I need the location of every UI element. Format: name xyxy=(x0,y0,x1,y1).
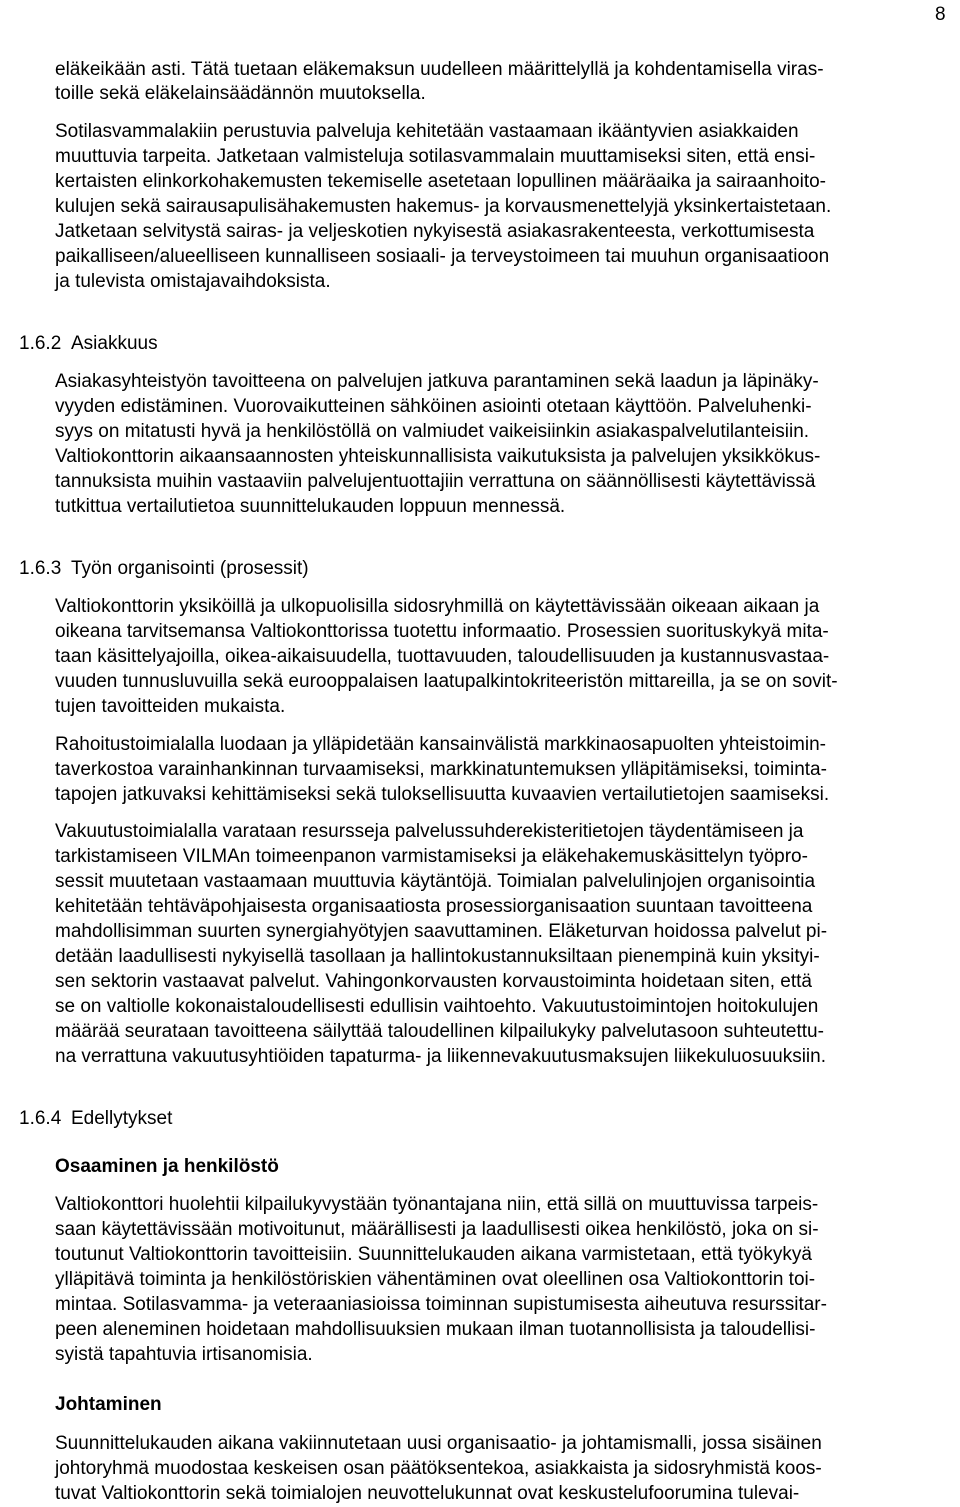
text-line: määrää seurataan tavoitteena säilyttää taloudellinen kilpailukyky palvelutasoon suhteutettu- xyxy=(55,1021,824,1042)
text-line: se on valtiolle kokonaistaloudellisesti edullisin vaihtoehto. Vakuutustoimintojen hoitokulujen xyxy=(55,996,819,1017)
text-line: kehitetään tehtäväpohjaisesta organisaatiosta prosessiorganisaation suuntaan tavoitteena xyxy=(55,896,813,917)
text-line: saan käytettävissään motivoitunut, määrällisesti ja laadullisesti oikea henkilöstö, joka on si- xyxy=(55,1219,819,1240)
page-number: 8 xyxy=(935,4,946,25)
section-title: Asiakkuus xyxy=(71,333,158,354)
text-line: tannuksista muihin vastaaviin palvelujentuottajiin verrattuna on säännöllisesti käytettävissä xyxy=(55,471,816,492)
text-line: ylläpitävä toiminta ja henkilöstöriskien vähentäminen ovat oleellinen osa Valtiokonttorin toi- xyxy=(55,1269,816,1290)
text-line: ja tulevista omistajavaihdoksista. xyxy=(55,271,331,292)
text-line: Valtiokonttorin aikaansaannosten yhteiskunnallisista vaikutuksista ja palvelujen yksikkökus- xyxy=(55,446,821,467)
section-number: 1.6.4 xyxy=(19,1108,62,1129)
section-title: Työn organisointi (prosessit) xyxy=(71,558,309,579)
section-heading-edellytykset xyxy=(19,1107,172,1131)
text-line: paikalliseen/alueelliseen kunnalliseen sosiaali- ja terveystoimeen tai muuhun organisaatioon xyxy=(55,246,830,267)
text-line: oikeana tarvitsemansa Valtiokonttorissa tuotettu informaatio. Prosessien suorituskykyä mita- xyxy=(55,621,829,642)
text-line: vyyden edistäminen. Vuorovaikutteinen sähköinen asiointi otetaan käyttöön. Palveluhenki- xyxy=(55,396,812,417)
text-line: mintaa. Sotilasvamma- ja veteraaniasioissa toiminnan supistumisesta aiheutuva resurssitar- xyxy=(55,1294,827,1315)
text-line: muuttuvia tarpeita. Jatketaan valmisteluja sotilasvammalain muuttamiseksi siten, että ensi- xyxy=(55,146,816,167)
section-heading-tyon-organisointi xyxy=(19,557,309,581)
text-line: sen sektorin vastaavat palvelut. Vahingonkorvausten korvaustoiminta hoidetaan siten, että xyxy=(55,971,812,992)
text-line: sessit muutetaan vastaamaan muuttuvia käytäntöjä. Toimialan palvelulinjojen organisointia xyxy=(55,871,816,892)
text-line: peen aleneminen hoidetaan mahdollisuuksien mukaan ilman tuotannollisista ja taloudellisi- xyxy=(55,1319,816,1340)
text-line: toille sekä eläkelainsäädännön muutoksella. xyxy=(55,83,426,104)
text-line: tutkittua vertailutietoa suunnittelukauden loppuun mennessä. xyxy=(55,496,566,517)
text-line: Asiakasyhteistyön tavoitteena on palvelujen jatkuva parantaminen sekä laadun ja läpinäky- xyxy=(55,371,819,392)
text-line: tapojen jatkuvaksi kehittämiseksi sekä tuloksellisuutta kuvaavien vertailutietojen saamiseksi. xyxy=(55,784,830,805)
section-heading-asiakkuus xyxy=(19,332,158,356)
text-line: Valtiokonttorin yksiköillä ja ulkopuolisilla sidosryhmillä on käytettävissään oikeaan aikaan ja xyxy=(55,596,820,617)
text-line: Rahoitustoimialalla luodaan ja ylläpidetään kansainvälistä markkinaosapuolten yhteistoimin- xyxy=(55,734,826,755)
section-number: 1.6.3 xyxy=(19,558,62,579)
section-title: Edellytykset xyxy=(71,1108,173,1129)
text-line: syys on mitatusti hyvä ja henkilöstöllä on valmiudet vaikeisiinkin asiakaspalvelutilanteisiin. xyxy=(55,421,810,442)
text-line: detään laadullisesti nykyisellä tasollaan ja hallintokustannuksiltaan pienempinä kuin yksityi- xyxy=(55,946,820,967)
text-line: mahdollisimman suurten synergiahyötyjen saavuttaminen. Eläketurvan hoidossa palvelut pi- xyxy=(55,921,828,942)
text-line: johtoryhmä muodostaa keskeisen osan päätöksentekoa, asiakkaista ja sidosryhmistä koos- xyxy=(55,1458,822,1479)
text-line: tarkistamiseen VILMAn toimeenpanon varmistamiseksi ja eläkehakemuskäsittelyn työpro- xyxy=(55,846,808,867)
text-line: kulujen sekä sairausapulisähakemusten hakemus- ja korvausmenettelyjä yksinkertaistetaan. xyxy=(55,196,832,217)
text-line: toutunut Valtiokonttorin tavoitteisiin. Suunnittelukauden aikana varmistetaan, että työkykyä xyxy=(55,1244,812,1265)
text-line: Valtiokonttori huolehtii kilpailukyvystään työnantajana niin, että sillä on muuttuvissa tarpeis- xyxy=(55,1194,819,1215)
text-line: tujen tavoitteiden mukaista. xyxy=(55,696,286,717)
text-line: Jatketaan selvitystä sairas- ja veljeskotien nykyisestä asiakasrakenteesta, verkottumisesta xyxy=(55,221,815,242)
text-line: eläkeikään asti. Tätä tuetaan eläkemaksun uudelleen määrittelyllä ja kohdentamisella viras- xyxy=(55,59,824,80)
text-line: Sotilasvammalakiin perustuvia palveluja kehitetään vastaamaan ikääntyvien asiakkaiden xyxy=(55,121,799,142)
text-line: vuuden tunnusluvuilla sekä eurooppalaisen laatupalkintokriteeristön mittareilla, ja se on sovit- xyxy=(55,671,838,692)
text-line: tuvat Valtiokonttorin sekä toimialojen neuvottelukunnat ovat keskustelufoorumina tulevai- xyxy=(55,1483,800,1504)
section-number: 1.6.2 xyxy=(19,333,62,354)
text-line: syistä tapahtuvia irtisanomisia. xyxy=(55,1344,313,1365)
text-line: Suunnittelukauden aikana vakiinnutetaan uusi organisaatio- ja johtamismalli, jossa sisäinen xyxy=(55,1433,822,1454)
subheading-osaaminen: Osaaminen ja henkilöstö xyxy=(55,1156,279,1177)
text-line: taan käsittelyajoilla, oikea-aikaisuudella, tuottavuuden, taloudellisuuden ja kustannusvastaa- xyxy=(55,646,830,667)
text-line: na verrattuna vakuutusyhtiöiden tapaturma- ja liikennevakuutusmaksujen liikekuluosuuksiin. xyxy=(55,1046,826,1067)
text-line: kertaisten elinkorkohakemusten tekemiselle asetetaan lopullinen määräaika ja sairaanhoito- xyxy=(55,171,826,192)
text-line: taverkostoa varainhankinnan turvaamiseksi, markkinatuntemuksen ylläpitämiseksi, toiminta- xyxy=(55,759,827,780)
text-line: Vakuutustoimialalla varataan resursseja palvelussuhderekisteritietojen täydentämiseen ja xyxy=(55,821,804,842)
subheading-johtaminen: Johtaminen xyxy=(55,1394,162,1415)
